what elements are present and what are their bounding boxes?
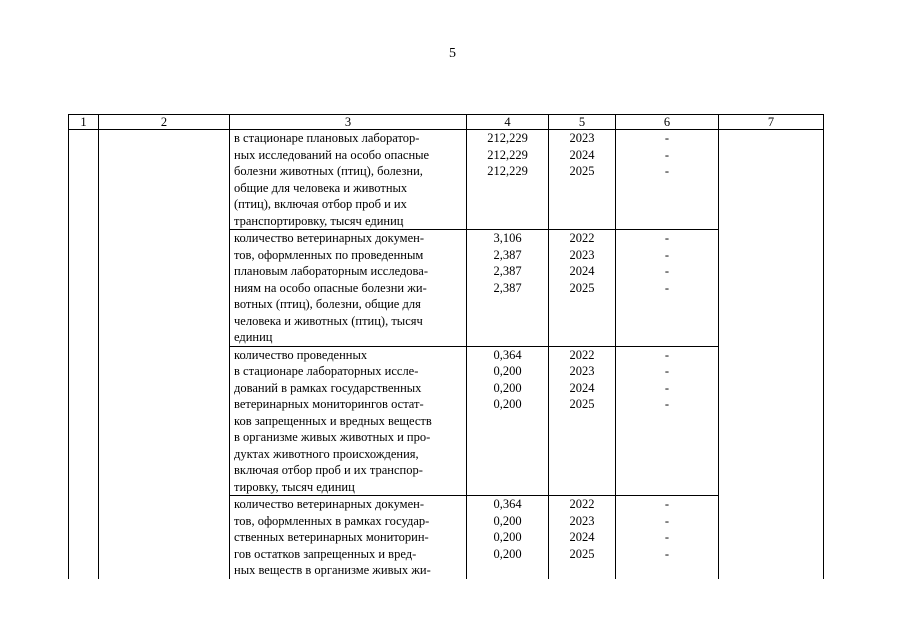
value: 2,387 bbox=[493, 247, 522, 262]
year: 2024 bbox=[569, 264, 595, 278]
description-line: тов, оформленных по проведенным bbox=[234, 247, 424, 262]
value: 0,364 bbox=[493, 347, 522, 362]
description-line: дуктах животного происхождения, bbox=[234, 446, 419, 461]
cell-years bbox=[549, 130, 616, 230]
description-line: вотных (птиц), болезни, общие для bbox=[234, 297, 421, 311]
year: 2022 bbox=[569, 497, 595, 511]
description-line: количество ветеринарных докумен- bbox=[234, 497, 424, 511]
dash: - bbox=[664, 530, 670, 544]
cell-years bbox=[549, 230, 616, 347]
cell-col7 bbox=[719, 130, 824, 579]
year: 2025 bbox=[569, 164, 595, 178]
indicators-table bbox=[68, 114, 824, 579]
value: 212,229 bbox=[487, 147, 528, 162]
description-line: (птиц), включая отбор проб и их bbox=[234, 197, 407, 211]
description-line: ков запрещенных и вредных веществ bbox=[234, 413, 432, 428]
description-line: в стационаре плановых лаборатор- bbox=[234, 131, 420, 145]
column-header-5: 5 bbox=[549, 115, 616, 130]
cell-description bbox=[230, 346, 467, 496]
dash: - bbox=[664, 347, 670, 362]
table-row bbox=[69, 130, 824, 230]
description-line: в стационаре лабораторных иссле- bbox=[234, 364, 419, 378]
cell-values bbox=[467, 230, 549, 347]
value: 2,387 bbox=[493, 280, 522, 295]
description-line: количество ветеринарных докумен- bbox=[234, 231, 424, 245]
year: 2023 bbox=[569, 364, 595, 378]
cell-values bbox=[467, 130, 549, 230]
description-line: плановым лабораторным исследова- bbox=[234, 264, 429, 278]
year: 2024 bbox=[569, 147, 595, 162]
value: 212,229 bbox=[487, 131, 528, 145]
dash: - bbox=[664, 513, 670, 528]
year: 2025 bbox=[569, 546, 595, 561]
column-header-4: 4 bbox=[467, 115, 549, 130]
value: 2,387 bbox=[493, 264, 522, 278]
value: 0,200 bbox=[493, 364, 522, 378]
dash: - bbox=[664, 131, 670, 145]
cell-col6 bbox=[616, 346, 719, 496]
page-number: 5 bbox=[449, 46, 456, 61]
description-line: транспортировку, тысяч единиц bbox=[234, 213, 404, 228]
dash: - bbox=[664, 397, 670, 411]
cell-col6 bbox=[616, 230, 719, 347]
description-line: включая отбор проб и их транспор- bbox=[234, 463, 423, 477]
description-line: тировку, тысяч единиц bbox=[234, 479, 355, 494]
year: 2025 bbox=[569, 280, 595, 295]
column-header-6: 6 bbox=[616, 115, 719, 130]
value: 0,200 bbox=[493, 530, 522, 544]
cell-values bbox=[467, 346, 549, 496]
dash: - bbox=[664, 164, 670, 178]
description-line: дований в рамках государственных bbox=[234, 380, 422, 395]
year: 2023 bbox=[569, 513, 595, 528]
value: 0,364 bbox=[493, 497, 522, 511]
cell-col2 bbox=[99, 130, 230, 579]
value: 0,200 bbox=[493, 397, 522, 411]
column-header-3: 3 bbox=[230, 115, 467, 130]
value: 0,200 bbox=[493, 380, 522, 395]
description-line: гов остатков запрещенных и вред- bbox=[234, 546, 417, 561]
value: 0,200 bbox=[493, 546, 522, 561]
value: 212,229 bbox=[487, 164, 528, 178]
description-line: ных веществ в организме живых жи- bbox=[234, 563, 431, 577]
description-line: ниям на особо опасные болезни жи- bbox=[234, 280, 427, 295]
cell-col6 bbox=[616, 130, 719, 230]
description-line: тов, оформленных в рамках государ- bbox=[234, 513, 430, 528]
column-header-2: 2 bbox=[99, 115, 230, 130]
cell-col1 bbox=[69, 130, 99, 579]
column-header-1: 1 bbox=[69, 115, 99, 130]
cell-years bbox=[549, 346, 616, 496]
dash: - bbox=[664, 147, 670, 162]
cell-years bbox=[549, 496, 616, 579]
cell-col6 bbox=[616, 496, 719, 579]
table-header-row bbox=[69, 115, 824, 130]
dash: - bbox=[664, 546, 670, 561]
year: 2023 bbox=[569, 247, 595, 262]
column-header-7: 7 bbox=[719, 115, 824, 130]
dash: - bbox=[664, 364, 670, 378]
year: 2025 bbox=[569, 397, 595, 411]
cell-description bbox=[230, 130, 467, 230]
description-line: ных исследований на особо опасные bbox=[234, 147, 430, 162]
value: 0,200 bbox=[493, 513, 522, 528]
cell-values bbox=[467, 496, 549, 579]
year: 2024 bbox=[569, 530, 595, 544]
description-line: ветеринарных мониторингов остат- bbox=[234, 397, 424, 411]
description-line: человека и животных (птиц), тысяч bbox=[234, 313, 423, 328]
year: 2022 bbox=[569, 347, 595, 362]
dash: - bbox=[664, 280, 670, 295]
dash: - bbox=[664, 497, 670, 511]
description-line: в организме живых животных и про- bbox=[234, 430, 431, 444]
dash: - bbox=[664, 231, 670, 245]
description-line: общие для человека и животных bbox=[234, 180, 408, 195]
cell-description bbox=[230, 496, 467, 579]
description-line: количество проведенных bbox=[234, 347, 368, 362]
dash: - bbox=[664, 380, 670, 395]
description-line: ственных ветеринарных мониторин- bbox=[234, 530, 429, 544]
dash: - bbox=[664, 247, 670, 262]
cell-description bbox=[230, 230, 467, 347]
description-line: болезни животных (птиц), болезни, bbox=[234, 164, 423, 178]
dash: - bbox=[664, 264, 670, 278]
year: 2023 bbox=[569, 131, 595, 145]
value: 3,106 bbox=[493, 231, 522, 245]
year: 2022 bbox=[569, 231, 595, 245]
year: 2024 bbox=[569, 380, 595, 395]
description-line: единиц bbox=[234, 330, 273, 344]
